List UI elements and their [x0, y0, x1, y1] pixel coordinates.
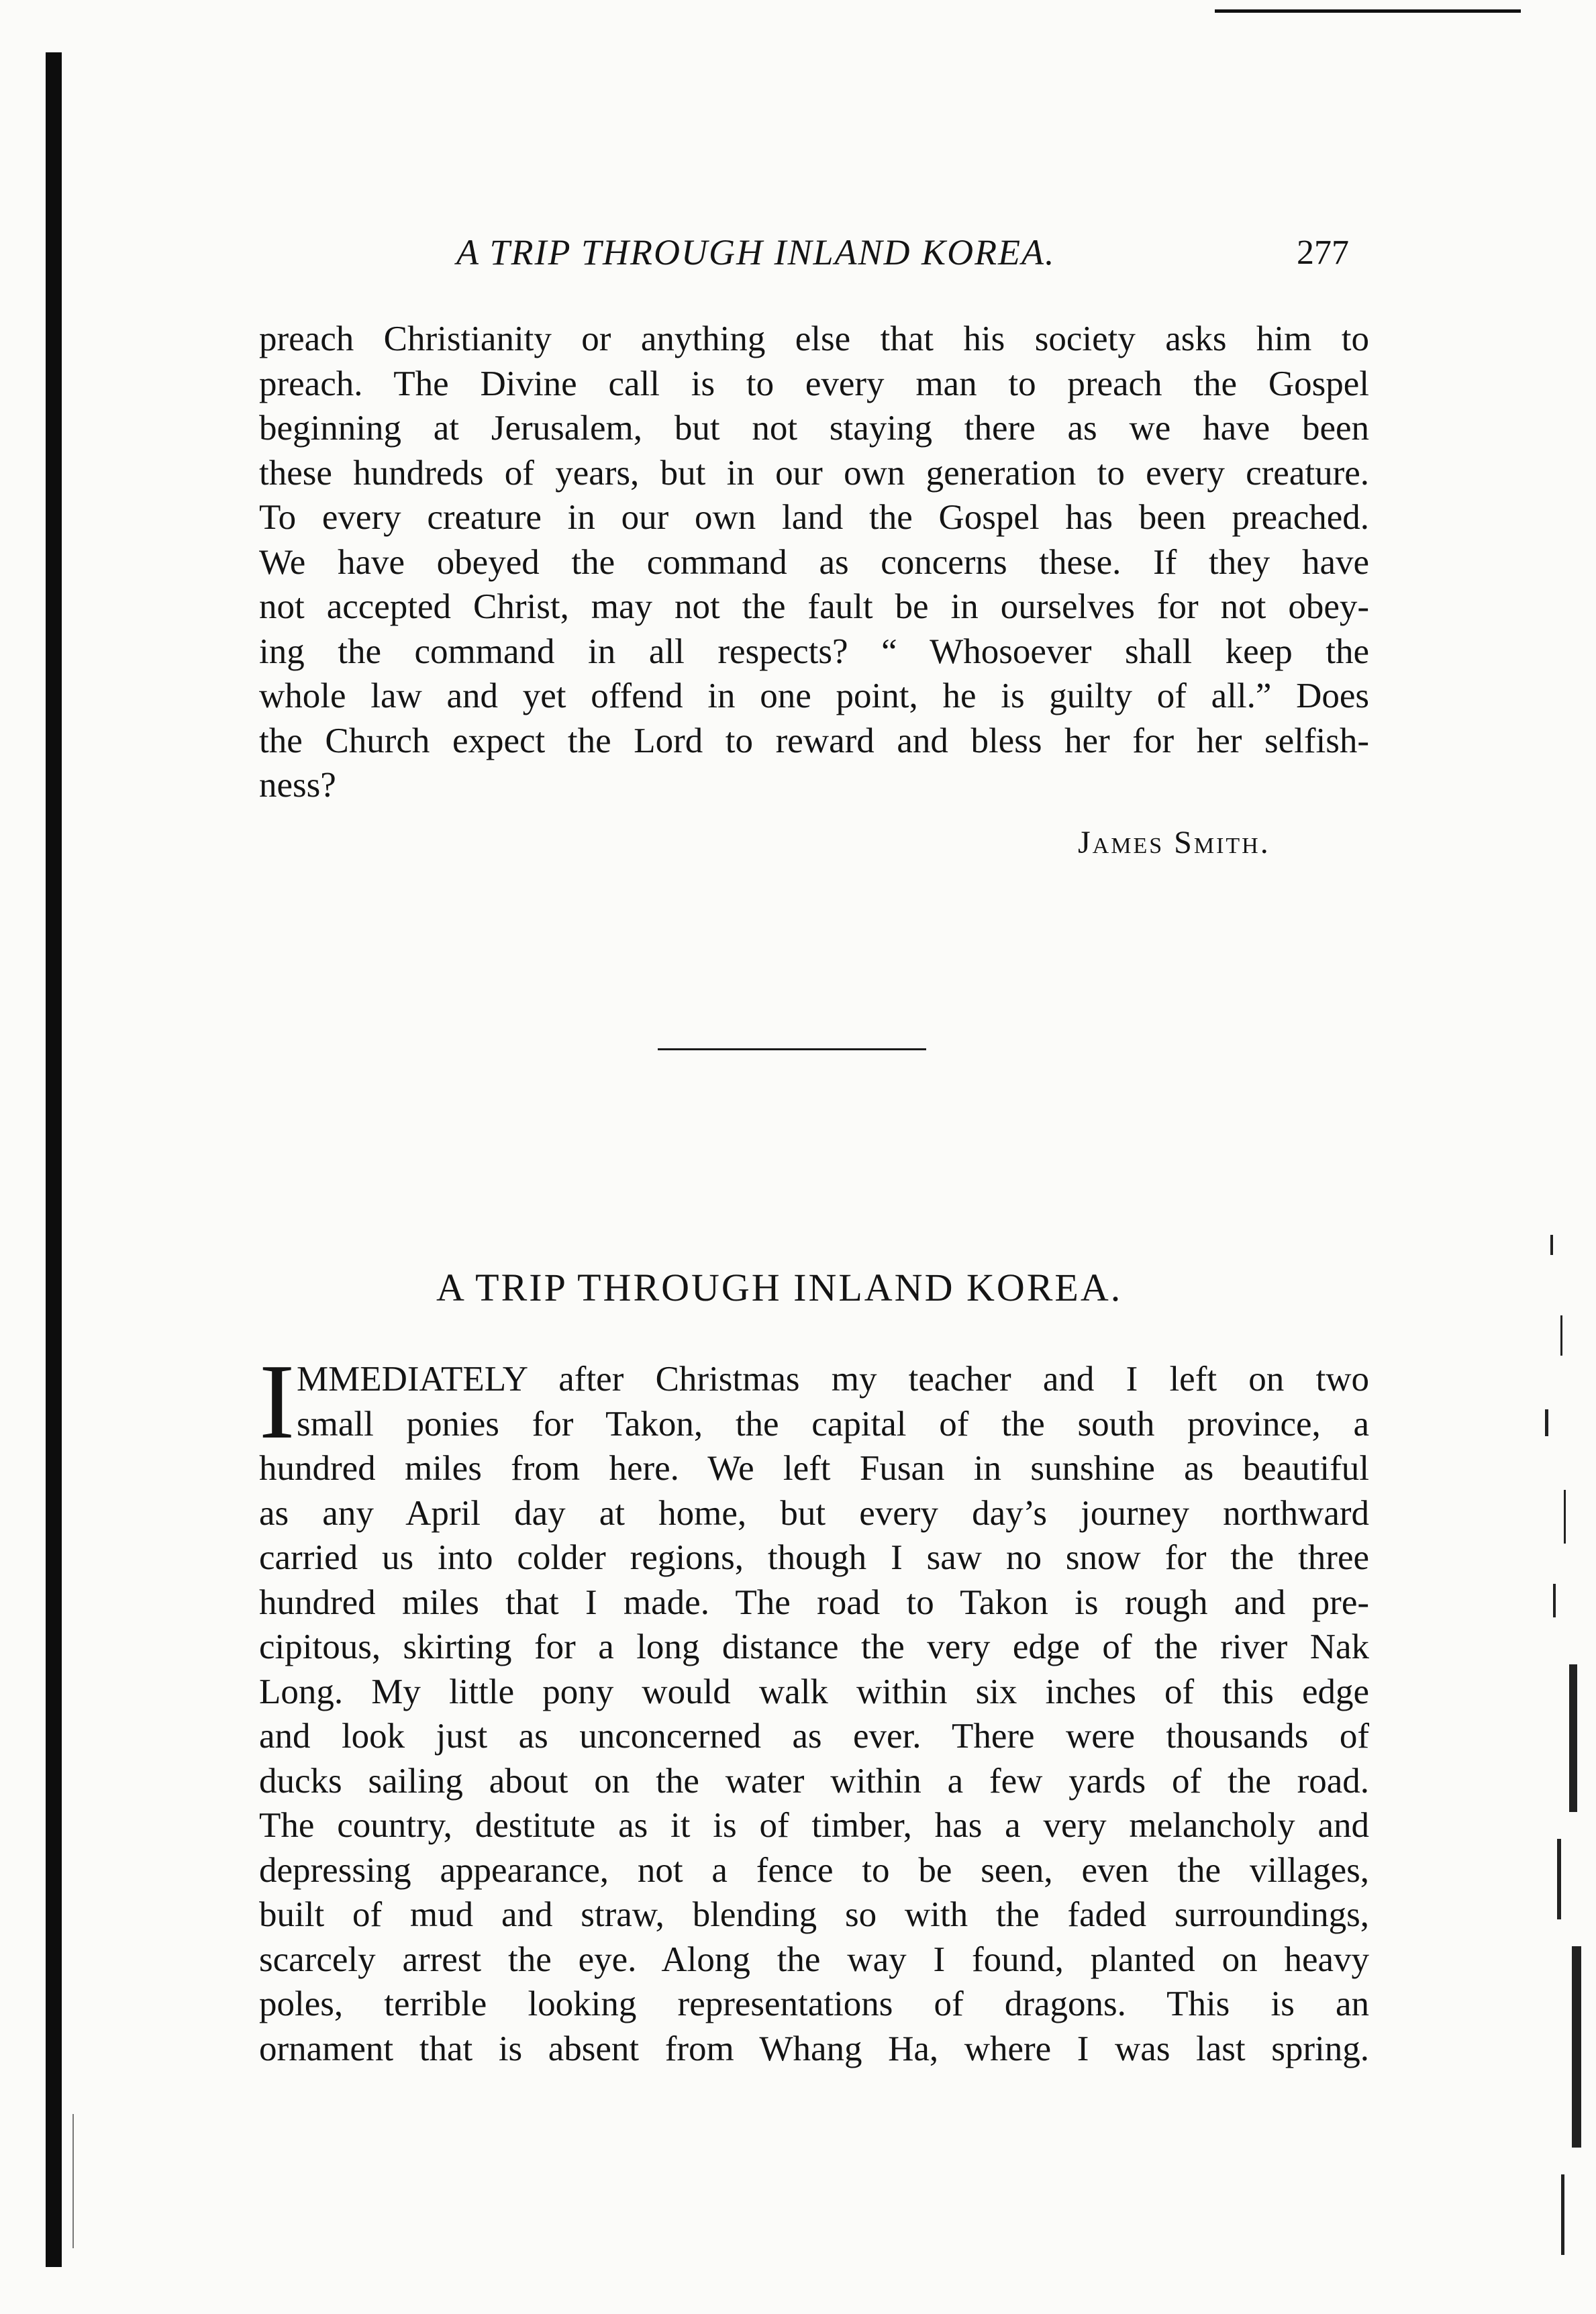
scan-edge-noise: [1510, 1208, 1584, 2309]
text-line: these hundreds of years, but in our own generation to every creature.: [259, 453, 1369, 493]
text-line: cipitous, skirting for a long distance the very edge of the river Nak: [259, 1627, 1369, 1666]
text-line: preach Christianity or anything else that his society asks him to: [259, 319, 1369, 358]
scan-spine-shadow: [46, 52, 62, 2267]
text-line: Long. My little pony would walk within six inches of this edge: [259, 1672, 1369, 1711]
scan-margin-mark: [72, 2114, 74, 2248]
section-divider: [658, 1048, 926, 1050]
text-line: We have obeyed the command as concerns these. If they have: [259, 542, 1369, 582]
text-line: ing the command in all respects? “ Whosoever shall keep the: [259, 632, 1369, 671]
text-line: To every creature in our own land the Gospel has been preached.: [259, 498, 1369, 537]
text-line: scarcely arrest the eye. Along the way I found, planted on heavy: [259, 1940, 1369, 1979]
page-number: 277: [1297, 234, 1349, 272]
text-line: preach. The Divine call is to every man to preach the Gospel: [259, 364, 1369, 403]
article-2-body: [259, 1357, 1369, 2071]
drop-cap: I: [259, 1342, 295, 1461]
author-signature: James Smith.: [1078, 825, 1270, 860]
text-line: not accepted Christ, may not the fault be in ourselves for not obey-: [259, 587, 1369, 626]
text-line: poles, terrible looking representations of dragons. This is an: [259, 1984, 1369, 2023]
text-line: built of mud and straw, blending so with the faded surroundings,: [259, 1895, 1369, 1934]
text-line: hundred miles from here. We left Fusan in sunshine as beautiful: [259, 1449, 1369, 1488]
text-line: the Church expect the Lord to reward and bless her for her selfish-: [259, 721, 1369, 760]
text-line: small ponies for Takon, the capital of the south province, a: [297, 1404, 1369, 1444]
text-line: depressing appearance, not a fence to be seen, even the villages,: [259, 1850, 1369, 1890]
article-2-title: A TRIP THROUGH INLAND KOREA.: [436, 1266, 1123, 1309]
text-line: The country, destitute as it is of timber, has a very melancholy and: [259, 1806, 1369, 1845]
article-1-body: [259, 317, 1369, 808]
page-header: [255, 232, 1356, 285]
text-line: ness?: [259, 766, 336, 805]
text-line: and look just as unconcerned as ever. There were thousands of: [259, 1717, 1369, 1756]
text-line: as any April day at home, but every day’s journey northward: [259, 1493, 1369, 1533]
text-line: carried us into colder regions, though I saw no snow for the three: [259, 1538, 1369, 1577]
text-line: hundred miles that I made. The road to Takon is rough and pre-: [259, 1582, 1369, 1622]
text-line: ornament that is absent from Whang Ha, where I was last spring.: [259, 2029, 1369, 2068]
text-line: beginning at Jerusalem, but not staying there as we have been: [259, 409, 1369, 448]
text-line: MMEDIATELY after Christmas my teacher and I left on two: [297, 1360, 1369, 1399]
text-line: ducks sailing about on the water within a few yards of the road.: [259, 1761, 1369, 1801]
scan-top-rule: [1215, 9, 1521, 13]
text-line: whole law and yet offend in one point, he is guilty of all.” Does: [259, 676, 1369, 715]
running-title: A TRIP THROUGH INLAND KOREA.: [456, 232, 1056, 272]
